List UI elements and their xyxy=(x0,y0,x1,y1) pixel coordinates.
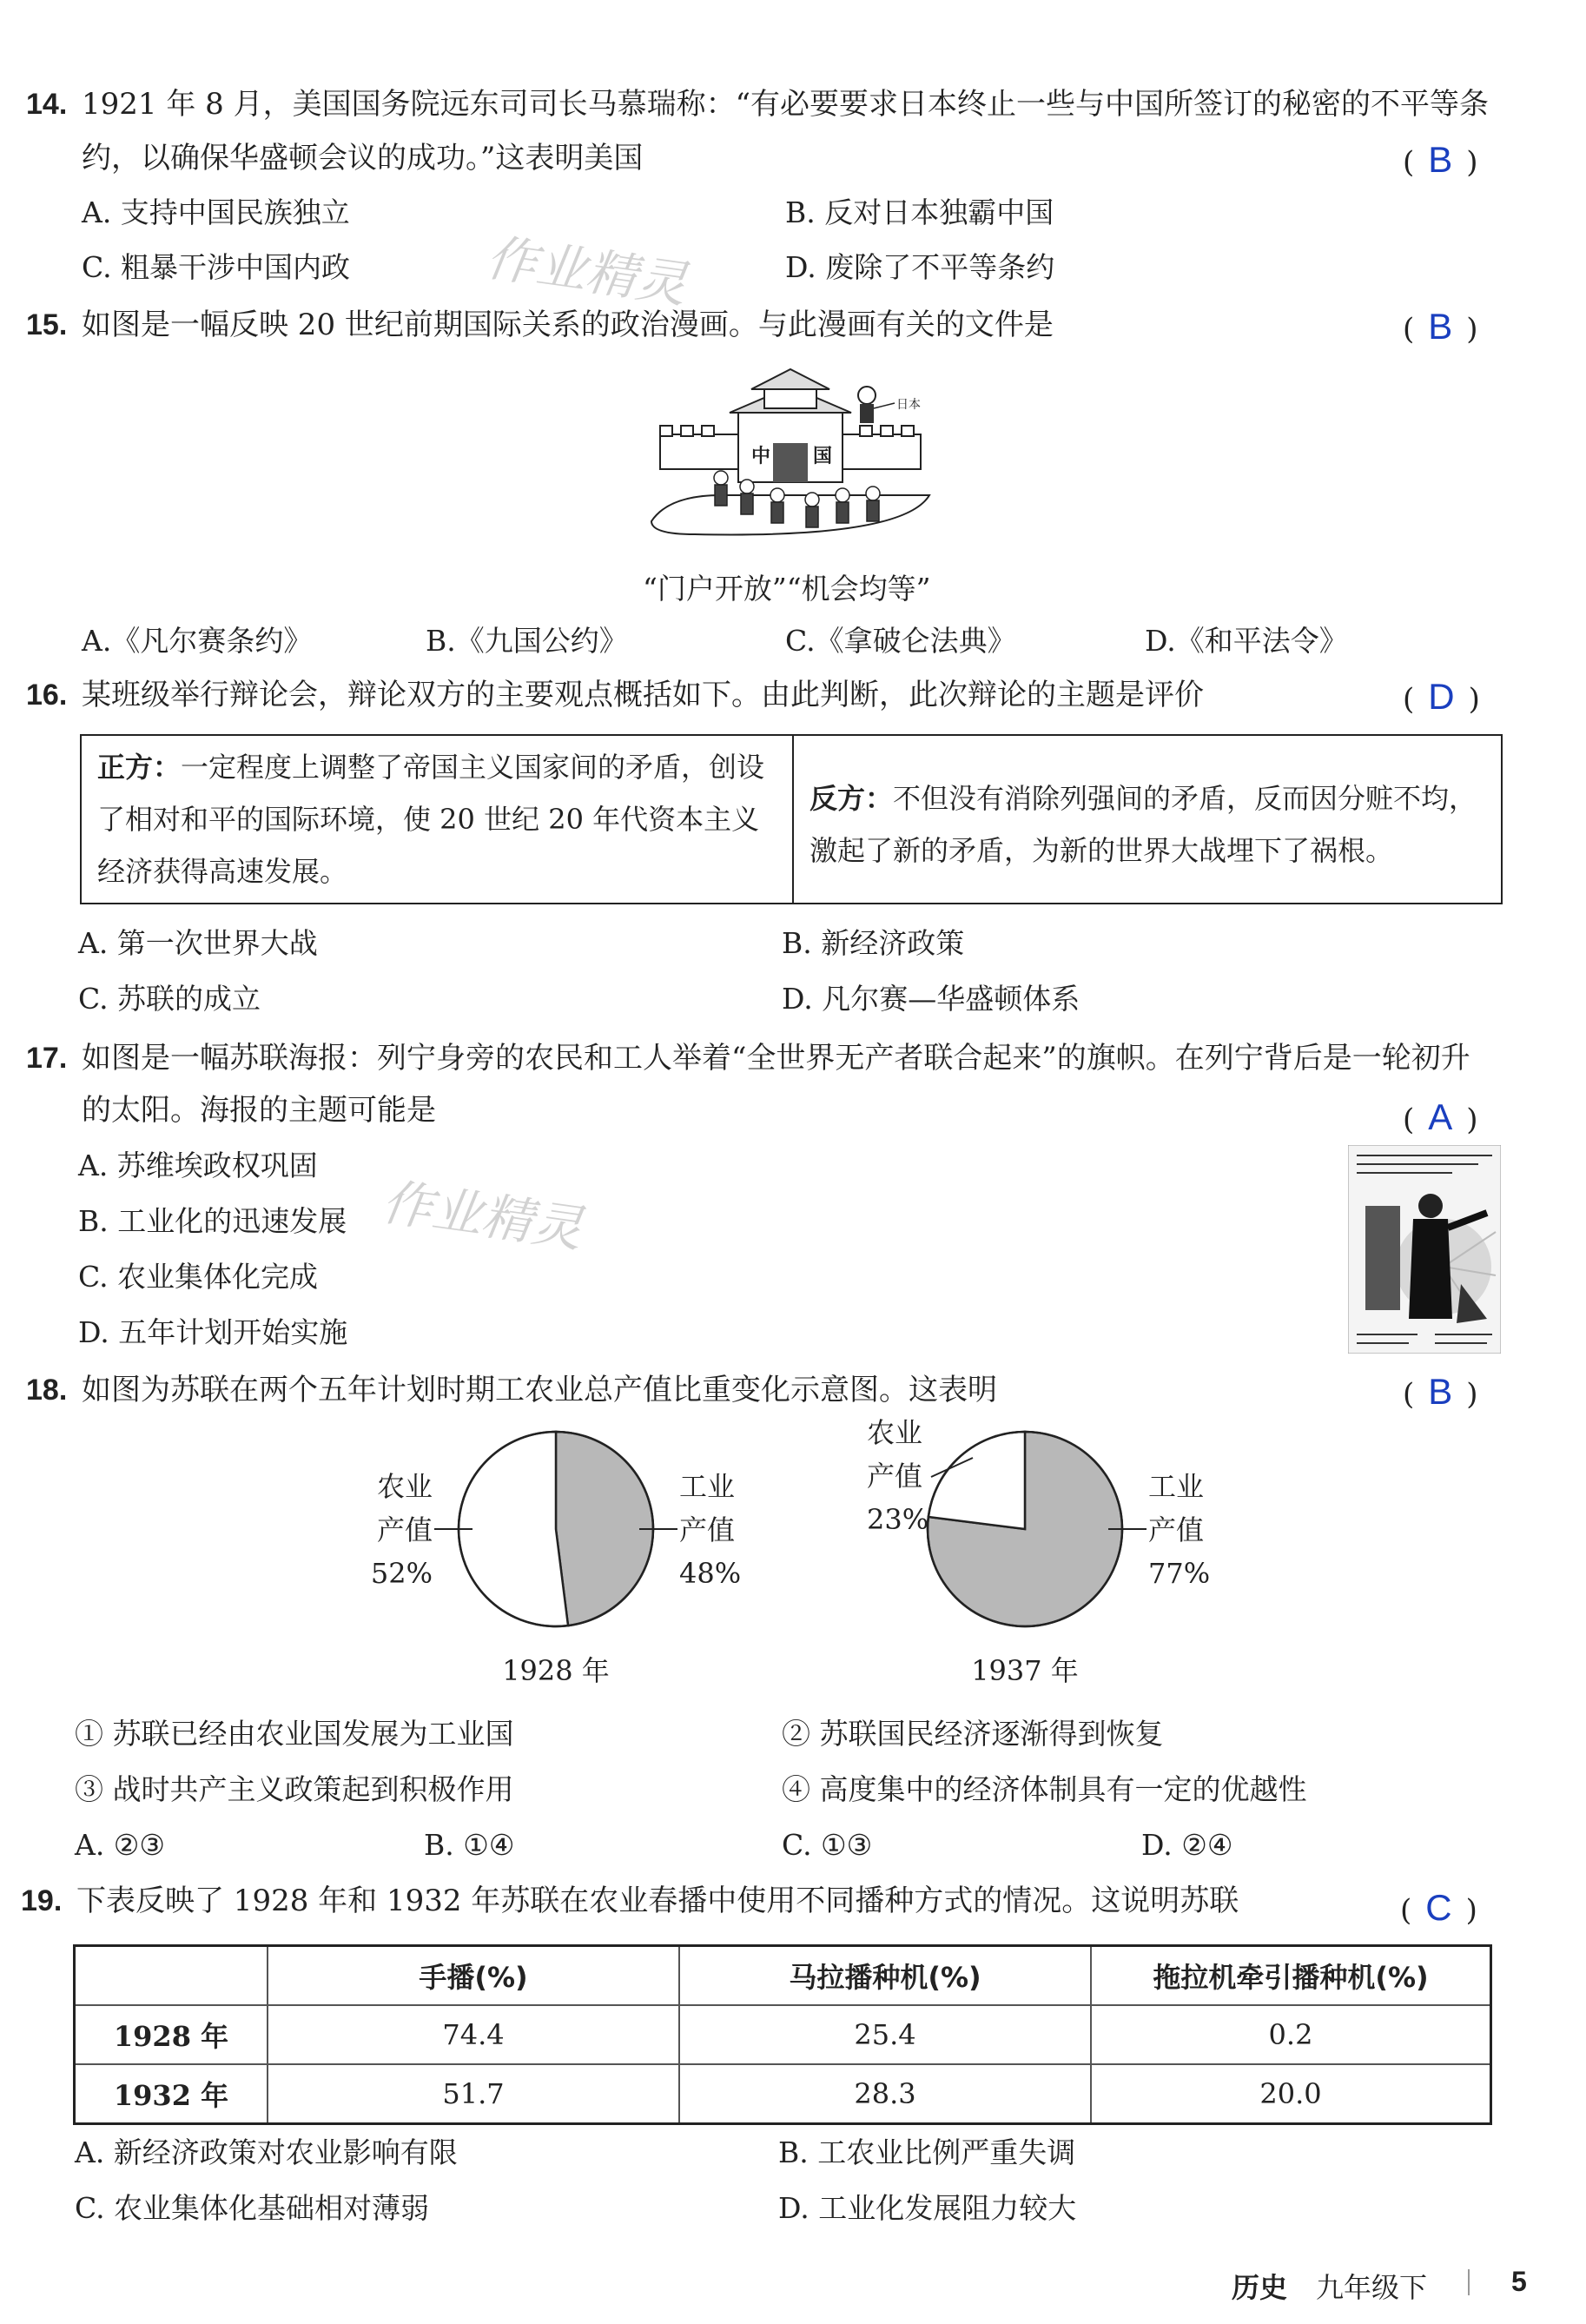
table-header: 手播(%) xyxy=(268,1946,679,2006)
watermark: 作业精灵 xyxy=(482,228,691,315)
table-cell: 25.4 xyxy=(679,2005,1091,2064)
footer-grade: 九年级下 xyxy=(1316,2271,1428,2304)
con-label: 反方： xyxy=(810,782,894,815)
question-16-line1 xyxy=(26,676,1204,714)
pie-chart-title: 1937 年 xyxy=(971,1654,1079,1687)
pie-label-agriculture: 农业 xyxy=(376,1470,433,1503)
pie-value-industry: 48% xyxy=(679,1557,742,1590)
option-c: C. 农业集体化完成 xyxy=(78,1260,319,1294)
table-header xyxy=(75,1946,268,2006)
option-c: C. ①③ xyxy=(782,1828,873,1862)
con-side xyxy=(794,736,1501,903)
answer-mark: A xyxy=(1428,1096,1453,1137)
option-c: C. 粗暴干涉中国内政 xyxy=(82,250,351,284)
table-cell: 0.2 xyxy=(1091,2005,1491,2064)
watermark: 作业精灵 xyxy=(378,1172,586,1259)
question-14-line2: 约，以确保华盛顿会议的成功。”这表明美国 xyxy=(82,141,644,175)
pie-label-industry: 产值 xyxy=(1148,1513,1205,1546)
con-text: 不但没有消除列强间的矛盾，反而因分赃不均，激起了新的矛盾，为新的世界大战埋下了祸根。 xyxy=(810,782,1477,867)
question-18-line1 xyxy=(26,1371,997,1409)
cartoon-image xyxy=(643,365,938,547)
gate-label-1: 中 xyxy=(751,446,771,467)
pie-label-agriculture: 产值 xyxy=(867,1460,923,1493)
table-row xyxy=(75,2005,1491,2064)
table-cell: 1932 年 xyxy=(75,2064,268,2124)
pie-label-industry: 工业 xyxy=(1148,1470,1205,1503)
question-stem: 如图是一幅苏联海报：列宁身旁的农民和工人举着“全世界无产者联合起来”的旗帜。在列宁背后是一轮初升 xyxy=(82,1041,1470,1076)
debate-box xyxy=(80,734,1503,904)
answer-box-16: ( D ) xyxy=(1403,676,1480,717)
answer-box-17: ( A ) xyxy=(1403,1096,1478,1137)
pie-slice-agriculture xyxy=(459,1432,568,1626)
option-a: A. 苏维埃政权巩固 xyxy=(78,1149,318,1182)
table-header-row xyxy=(75,1946,1491,2006)
table-cell: 74.4 xyxy=(268,2005,679,2064)
option-b: B. 新经济政策 xyxy=(782,926,965,960)
answer-mark: D xyxy=(1428,676,1455,717)
option-a: A.《凡尔赛条约》 xyxy=(82,624,313,658)
answer-mark: B xyxy=(1428,1371,1453,1412)
option-b: B. 工业化的迅速发展 xyxy=(78,1204,347,1238)
question-stem: 如图为苏联在两个五年计划时期工农业总产值比重变化示意图。这表明 xyxy=(82,1373,997,1407)
question-stem: 下表反映了 1928 年和 1932 年苏联在农业春播中使用不同播种方式的情况。这说明苏联 xyxy=(76,1884,1239,1918)
table-cell: 1928 年 xyxy=(75,2005,268,2064)
option-c: C. 农业集体化基础相对薄弱 xyxy=(75,2191,430,2225)
table-row xyxy=(75,2064,1491,2124)
cartoon-caption: “门户开放”“机会均等” xyxy=(643,572,931,606)
option-d: D.《和平法令》 xyxy=(1145,624,1348,658)
option-a: A. 新经济政策对农业影响有限 xyxy=(75,2135,458,2169)
answer-box-14: ( B ) xyxy=(1403,139,1478,180)
answer-box-19: ( C ) xyxy=(1400,1887,1477,1928)
option-b: B. 工农业比例严重失调 xyxy=(778,2135,1076,2169)
answer-mark: C xyxy=(1425,1887,1452,1928)
table-cell: 20.0 xyxy=(1091,2064,1491,2124)
table-cell: 28.3 xyxy=(679,2064,1091,2124)
option-b: B. 反对日本独霸中国 xyxy=(785,195,1054,229)
pie-label-industry: 工业 xyxy=(679,1470,736,1503)
question-stem: 如图是一幅反映 20 世纪前期国际关系的政治漫画。与此漫画有关的文件是 xyxy=(82,308,1054,342)
pie-value-industry: 77% xyxy=(1148,1557,1211,1590)
table-header: 拖拉机牵引播种机(%) xyxy=(1091,1946,1491,2006)
option-d: D. 废除了不平等条约 xyxy=(785,250,1055,284)
statement-3: ③ 战时共产主义政策起到积极作用 xyxy=(75,1772,514,1806)
option-a: A. 支持中国民族独立 xyxy=(82,195,350,229)
answer-mark: B xyxy=(1428,139,1453,180)
page-number: 5 xyxy=(1511,2266,1527,2297)
question-number: 18. xyxy=(26,1374,68,1407)
option-d: D. 凡尔赛—华盛顿体系 xyxy=(782,982,1080,1016)
pie-slice-industry xyxy=(556,1432,653,1625)
option-c: C. 苏联的成立 xyxy=(78,982,261,1016)
pie-value-agriculture: 52% xyxy=(370,1557,433,1590)
answer-mark: B xyxy=(1428,306,1453,347)
pie-label-agriculture: 农业 xyxy=(867,1416,923,1449)
question-number: 19. xyxy=(21,1884,63,1917)
soviet-poster-image xyxy=(1348,1145,1501,1354)
question-14-line1 xyxy=(26,85,1489,123)
pie-value-agriculture: 23% xyxy=(867,1503,929,1536)
option-a: A. ②③ xyxy=(75,1828,165,1862)
japan-label: 日本 xyxy=(896,398,921,412)
option-d: D. 五年计划开始实施 xyxy=(78,1315,348,1349)
pie-label-agriculture: 产值 xyxy=(376,1513,433,1546)
question-19-line1 xyxy=(21,1882,1239,1920)
pro-text: 一定程度上调整了帝国主义国家间的矛盾，创设了相对和平的国际环境，使 20 世纪 20 年代资本主义经济获得高速发展。 xyxy=(97,751,765,888)
option-b: B. ①④ xyxy=(424,1828,515,1862)
gate-label-2: 国 xyxy=(813,446,833,467)
pie-chart-title: 1928 年 xyxy=(502,1654,610,1687)
footer-subject: 历史 xyxy=(1232,2271,1288,2304)
question-17-line1 xyxy=(26,1039,1470,1077)
table-header: 马拉播种机(%) xyxy=(679,1946,1091,2006)
pie-slice-agriculture xyxy=(928,1432,1025,1529)
footer-divider xyxy=(1468,2269,1470,2295)
question-number: 16. xyxy=(26,679,68,712)
sowing-table xyxy=(73,1944,1492,2125)
option-d: D. ②④ xyxy=(1141,1828,1233,1862)
question-17-line2: 的太阳。海报的主题可能是 xyxy=(82,1093,436,1128)
pie-charts xyxy=(347,1416,1268,1703)
pro-label: 正方： xyxy=(97,751,182,784)
question-15-line1 xyxy=(26,306,1054,344)
pro-side xyxy=(82,736,794,903)
option-a: A. 第一次世界大战 xyxy=(78,926,318,960)
question-stem: 1921 年 8 月，美国国务院远东司司长马慕瑞称：“有必要要求日本终止一些与中国所签订的秘密的不平等条 xyxy=(82,87,1489,122)
statement-1: ① 苏联已经由农业国发展为工业国 xyxy=(75,1717,514,1751)
table-cell: 51.7 xyxy=(268,2064,679,2124)
option-d: D. 工业化发展阻力较大 xyxy=(778,2191,1077,2225)
statement-4: ④ 高度集中的经济体制具有一定的优越性 xyxy=(782,1772,1307,1806)
question-number: 15. xyxy=(26,308,68,341)
answer-box-15: ( B ) xyxy=(1403,306,1478,347)
option-b: B.《九国公约》 xyxy=(426,624,628,658)
answer-box-18: ( B ) xyxy=(1403,1371,1478,1412)
question-number: 17. xyxy=(26,1042,68,1075)
question-number: 14. xyxy=(26,88,68,121)
option-c: C.《拿破仑法典》 xyxy=(785,624,1016,658)
question-stem: 某班级举行辩论会，辩论双方的主要观点概括如下。由此判断，此次辩论的主题是评价 xyxy=(82,678,1204,712)
pie-label-industry: 产值 xyxy=(679,1513,736,1546)
statement-2: ② 苏联国民经济逐渐得到恢复 xyxy=(782,1717,1164,1751)
